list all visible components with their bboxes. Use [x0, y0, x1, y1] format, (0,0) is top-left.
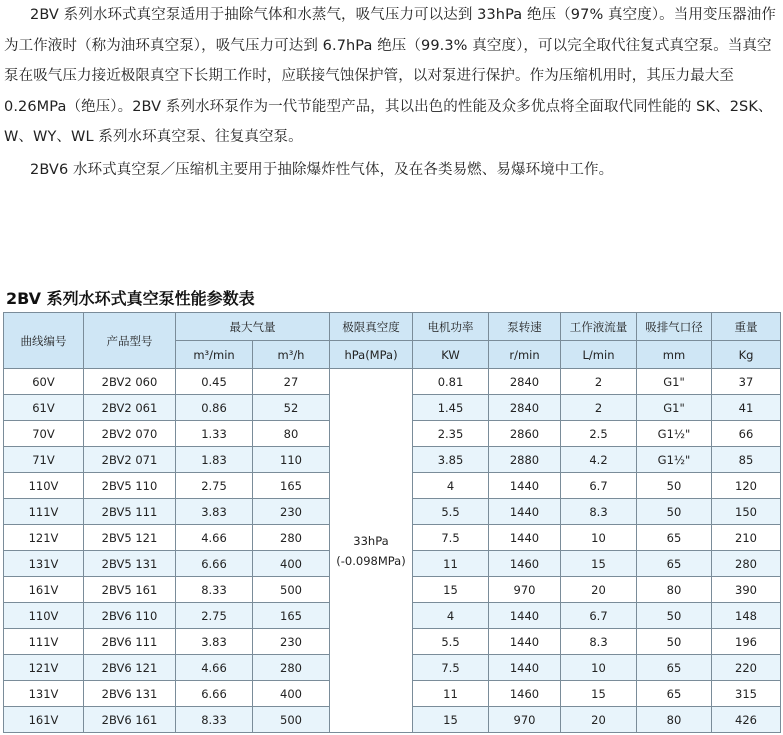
- cell-flow-min: 0.45: [176, 369, 253, 395]
- cell-speed: 1440: [489, 473, 561, 499]
- cell-curve: 60V: [4, 369, 84, 395]
- cell-weight: 37: [712, 369, 781, 395]
- cell-speed: 970: [489, 707, 561, 733]
- cell-liquid: 20: [561, 577, 637, 603]
- header-flow-unit-h: m³/h: [253, 341, 330, 369]
- cell-weight: 120: [712, 473, 781, 499]
- cell-port: 50: [637, 499, 712, 525]
- cell-power: 7.5: [413, 525, 489, 551]
- cell-curve: 131V: [4, 681, 84, 707]
- cell-speed: 2840: [489, 369, 561, 395]
- cell-flow-h: 230: [253, 629, 330, 655]
- cell-curve: 161V: [4, 707, 84, 733]
- header-weight: 重量: [712, 313, 781, 341]
- cell-liquid: 15: [561, 681, 637, 707]
- table-row: [4, 369, 781, 395]
- cell-power: 15: [413, 577, 489, 603]
- cell-weight: 210: [712, 525, 781, 551]
- cell-power: 5.5: [413, 499, 489, 525]
- cell-model: 2BV5 111: [84, 499, 176, 525]
- cell-speed: 1440: [489, 629, 561, 655]
- header-liquid-unit: L/min: [561, 341, 637, 369]
- cell-port: 65: [637, 655, 712, 681]
- header-vacuum-unit: hPa(MPa): [330, 341, 413, 369]
- cell-flow-h: 165: [253, 603, 330, 629]
- intro-paragraph-2: 2BV6 水环式真空泵／压缩机主要用于抽除爆炸性气体，及在各类易燃、易爆环境中工作。: [30, 161, 614, 178]
- cell-speed: 1460: [489, 551, 561, 577]
- vacuum-value-hpa: 33hPa: [353, 533, 389, 548]
- cell-liquid: 4.2: [561, 447, 637, 473]
- cell-curve: 61V: [4, 395, 84, 421]
- cell-flow-h: 280: [253, 655, 330, 681]
- cell-flow-min: 4.66: [176, 655, 253, 681]
- cell-liquid: 6.7: [561, 473, 637, 499]
- header-power-unit: KW: [413, 341, 489, 369]
- cell-port: G1½": [637, 447, 712, 473]
- cell-port: 50: [637, 473, 712, 499]
- cell-model: 2BV6 131: [84, 681, 176, 707]
- performance-table: [3, 312, 781, 733]
- cell-power: 11: [413, 681, 489, 707]
- header-liquid: 工作液流量: [561, 313, 637, 341]
- header-model: 产品型号: [84, 313, 176, 369]
- cell-liquid: 20: [561, 707, 637, 733]
- header-power: 电机功率: [413, 313, 489, 341]
- header-speed: 泵转速: [489, 313, 561, 341]
- cell-liquid: 2: [561, 369, 637, 395]
- cell-liquid: 8.3: [561, 629, 637, 655]
- cell-liquid: 15: [561, 551, 637, 577]
- cell-speed: 1440: [489, 499, 561, 525]
- cell-liquid: 2.5: [561, 421, 637, 447]
- cell-flow-min: 4.66: [176, 525, 253, 551]
- cell-weight: 315: [712, 681, 781, 707]
- cell-speed: 1440: [489, 603, 561, 629]
- cell-flow-h: 80: [253, 421, 330, 447]
- cell-speed: 2860: [489, 421, 561, 447]
- cell-flow-min: 1.33: [176, 421, 253, 447]
- cell-weight: 196: [712, 629, 781, 655]
- cell-weight: 66: [712, 421, 781, 447]
- cell-curve: 111V: [4, 629, 84, 655]
- cell-speed: 2840: [489, 395, 561, 421]
- cell-power: 15: [413, 707, 489, 733]
- cell-speed: 970: [489, 577, 561, 603]
- header-port: 吸排气口径: [637, 313, 712, 341]
- cell-power: 2.35: [413, 421, 489, 447]
- header-weight-unit: Kg: [712, 341, 781, 369]
- cell-weight: 148: [712, 603, 781, 629]
- cell-curve: 110V: [4, 603, 84, 629]
- cell-weight: 41: [712, 395, 781, 421]
- cell-model: 2BV2 070: [84, 421, 176, 447]
- cell-flow-h: 400: [253, 681, 330, 707]
- cell-liquid: 10: [561, 525, 637, 551]
- cell-flow-min: 0.86: [176, 395, 253, 421]
- intro-text: [4, 0, 780, 185]
- cell-flow-min: 3.83: [176, 629, 253, 655]
- cell-power: 11: [413, 551, 489, 577]
- cell-flow-h: 230: [253, 499, 330, 525]
- header-speed-unit: r/min: [489, 341, 561, 369]
- cell-port: G1": [637, 395, 712, 421]
- cell-power: 1.45: [413, 395, 489, 421]
- cell-curve: 111V: [4, 499, 84, 525]
- cell-model: 2BV6 110: [84, 603, 176, 629]
- cell-liquid: 10: [561, 655, 637, 681]
- cell-port: 65: [637, 551, 712, 577]
- cell-curve: 70V: [4, 421, 84, 447]
- header-port-unit: mm: [637, 341, 712, 369]
- header-vacuum: 极限真空度: [330, 313, 413, 341]
- cell-model: 2BV5 161: [84, 577, 176, 603]
- cell-weight: 426: [712, 707, 781, 733]
- cell-weight: 85: [712, 447, 781, 473]
- cell-flow-h: 500: [253, 707, 330, 733]
- cell-model: 2BV5 131: [84, 551, 176, 577]
- cell-flow-min: 6.66: [176, 681, 253, 707]
- cell-flow-min: 1.83: [176, 447, 253, 473]
- cell-power: 3.85: [413, 447, 489, 473]
- cell-flow-min: 8.33: [176, 707, 253, 733]
- cell-port: 65: [637, 525, 712, 551]
- vacuum-value-mpa: (-0.098MPa): [336, 553, 406, 568]
- cell-model: 2BV2 061: [84, 395, 176, 421]
- cell-weight: 280: [712, 551, 781, 577]
- cell-speed: 1460: [489, 681, 561, 707]
- cell-flow-h: 165: [253, 473, 330, 499]
- cell-flow-h: 400: [253, 551, 330, 577]
- cell-flow-min: 2.75: [176, 603, 253, 629]
- cell-curve: 71V: [4, 447, 84, 473]
- cell-power: 0.81: [413, 369, 489, 395]
- cell-model: 2BV2 071: [84, 447, 176, 473]
- cell-speed: 1440: [489, 655, 561, 681]
- cell-flow-h: 52: [253, 395, 330, 421]
- cell-model: 2BV6 111: [84, 629, 176, 655]
- cell-port: 80: [637, 577, 712, 603]
- cell-port: 50: [637, 629, 712, 655]
- cell-liquid: 8.3: [561, 499, 637, 525]
- cell-speed: 2880: [489, 447, 561, 473]
- cell-port: 50: [637, 603, 712, 629]
- cell-power: 4: [413, 473, 489, 499]
- cell-model: 2BV5 121: [84, 525, 176, 551]
- cell-flow-h: 27: [253, 369, 330, 395]
- cell-flow-min: 8.33: [176, 577, 253, 603]
- table-body: [4, 369, 781, 733]
- cell-model: 2BV6 161: [84, 707, 176, 733]
- cell-liquid: 2: [561, 395, 637, 421]
- cell-port: 65: [637, 681, 712, 707]
- cell-curve: 110V: [4, 473, 84, 499]
- cell-vacuum: [330, 369, 413, 733]
- cell-flow-min: 2.75: [176, 473, 253, 499]
- cell-model: 2BV5 110: [84, 473, 176, 499]
- cell-curve: 131V: [4, 551, 84, 577]
- cell-speed: 1440: [489, 525, 561, 551]
- cell-power: 5.5: [413, 629, 489, 655]
- cell-liquid: 6.7: [561, 603, 637, 629]
- header-curve: 曲线编号: [4, 313, 84, 369]
- intro-paragraph-1: 2BV 系列水环式真空泵适用于抽除气体和水蒸气，吸气压力可以达到 33hPa 绝压（97% 真空度）。当用变压器油作为工作液时（称为油环真空泵），吸气压力可达到 6.7hPa 绝压（99.3% 真空度），可以完全取代往复式真空泵。当真空泵在吸气压力接近极限真空下长期工作时，应联接气蚀保护管，以对泵进行保护。作为压缩机用时，其压力最大至 0.26MPa（绝压）。2BV 系列水环泵作为一代节能型产品，其以出色的性能及众多优点将全面取代同性能的 SK、2SK、W、WY、WL 系列水环真空泵、往复真空泵。: [4, 7, 776, 145]
- cell-weight: 150: [712, 499, 781, 525]
- cell-power: 4: [413, 603, 489, 629]
- cell-flow-h: 500: [253, 577, 330, 603]
- cell-port: G1": [637, 369, 712, 395]
- header-flow-unit-min: m³/min: [176, 341, 253, 369]
- header-max-flow: 最大气量: [176, 313, 330, 341]
- cell-flow-min: 6.66: [176, 551, 253, 577]
- cell-power: 7.5: [413, 655, 489, 681]
- cell-flow-h: 110: [253, 447, 330, 473]
- cell-curve: 161V: [4, 577, 84, 603]
- cell-flow-h: 280: [253, 525, 330, 551]
- cell-flow-min: 3.83: [176, 499, 253, 525]
- cell-port: 80: [637, 707, 712, 733]
- cell-curve: 121V: [4, 655, 84, 681]
- table-title: 2BV 系列水环式真空泵性能参数表: [6, 289, 255, 308]
- cell-weight: 390: [712, 577, 781, 603]
- cell-model: 2BV6 121: [84, 655, 176, 681]
- cell-port: G1½": [637, 421, 712, 447]
- cell-curve: 121V: [4, 525, 84, 551]
- cell-weight: 220: [712, 655, 781, 681]
- cell-model: 2BV2 060: [84, 369, 176, 395]
